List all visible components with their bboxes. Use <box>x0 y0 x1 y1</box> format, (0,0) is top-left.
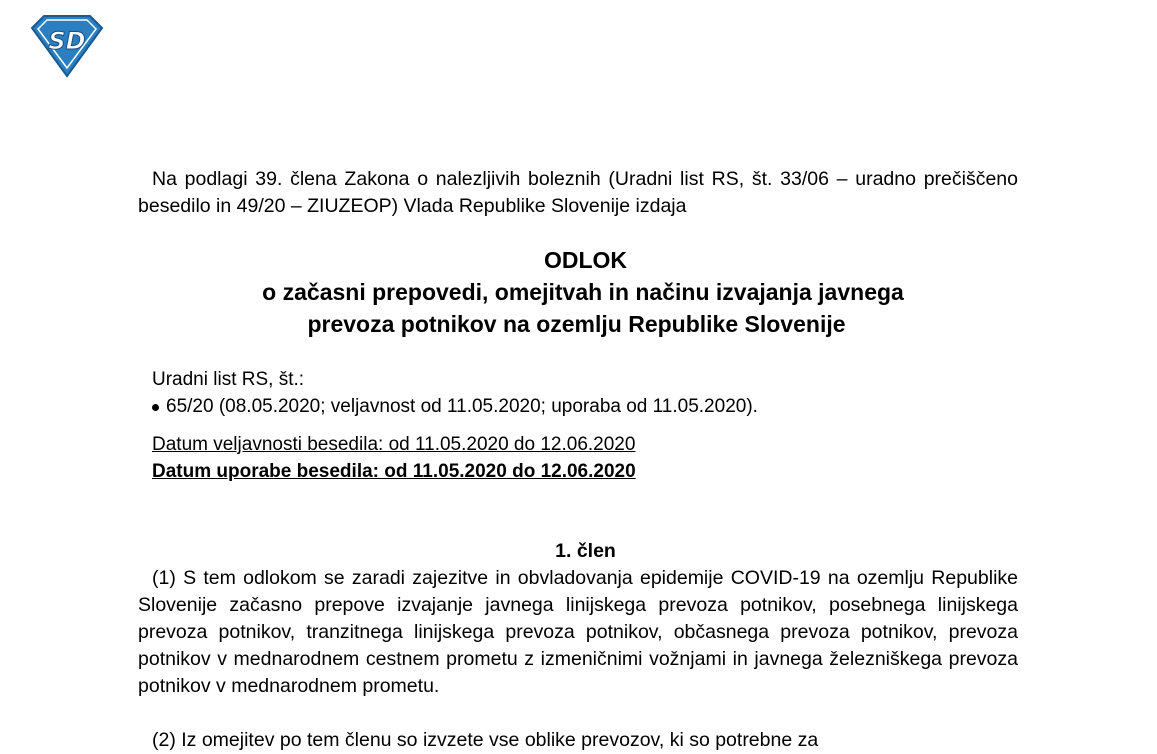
document-title <box>0 244 1157 340</box>
official-gazette-block <box>152 366 758 420</box>
logo <box>30 14 104 78</box>
bullet-icon <box>152 404 159 411</box>
logo-text: SD <box>48 27 86 55</box>
official-gazette-label: Uradni list RS, št.: <box>152 369 305 390</box>
dates-block <box>152 431 636 485</box>
validity-date: Datum veljavnosti besedila: od 11.05.2020 do 12.06.2020 <box>152 434 636 455</box>
official-gazette-entry: 65/20 (08.05.2020; veljavnost od 11.05.2020; uporaba od 11.05.2020). <box>166 396 758 417</box>
application-date: Datum uporabe besedila: od 11.05.2020 do 12.06.2020 <box>152 461 636 482</box>
intro-paragraph: Na podlagi 39. člena Zakona o nalezljivih boleznih (Uradni list RS, št. 33/06 – uradno prečiščeno besedilo in 49/20 – ZIUZEOP) Vlada Republike Slovenije izdaja <box>138 168 1018 217</box>
title-line-3: prevoza potnikov na ozemlju Republike Slovenije <box>307 311 846 337</box>
official-gazette-entry-row <box>152 393 758 420</box>
article-paragraph-2: (2) Iz omejitev po tem členu so izvzete vse oblike prevozov, ki so potrebne za <box>152 729 819 751</box>
logo-diamond-icon <box>30 14 104 78</box>
title-line-2: o začasni prepovedi, omejitvah in načinu izvajanja javnega <box>262 279 904 305</box>
title-line-1: ODLOK <box>543 247 628 273</box>
article-paragraph-1: (1) S tem odlokom se zaradi zajezitve in obvladovanja epidemije COVID-19 na ozemlju Republike Slovenije začasno prepove izvajanje javnega linijskega prevoza potnikov, posebnega linijskega prevoza potnikov, tranzitnega linijskega prevoza potnikov, občasnega prevoza potnikov, prevoza potnikov v mednarodnem cestnem prometu z izmeničnimi vožnjami in javnega železniškega prevoza potnikov v mednarodnem prometu. <box>138 567 1018 697</box>
article-heading: 1. člen <box>555 540 616 562</box>
